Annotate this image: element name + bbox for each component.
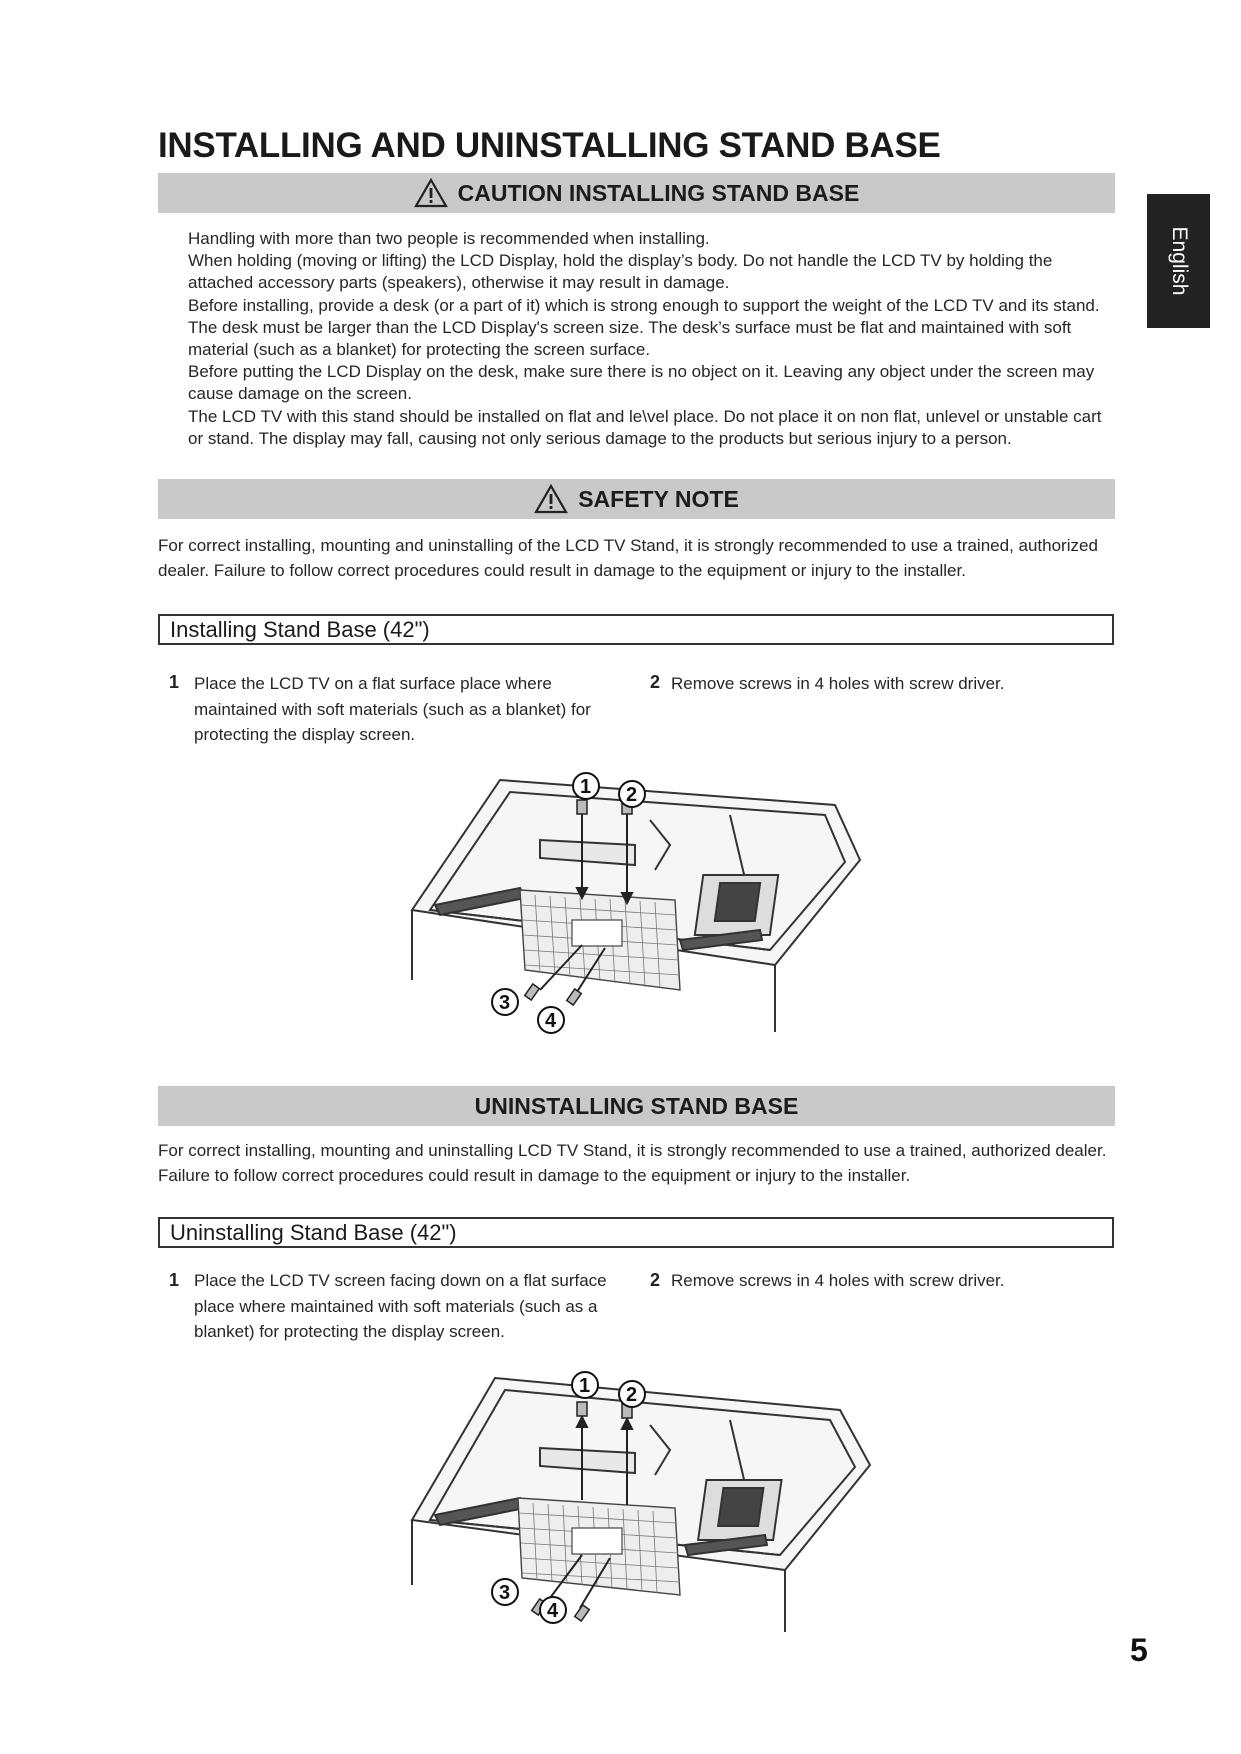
stand-slot <box>572 1528 622 1554</box>
caution-header-bar <box>158 173 1115 213</box>
callout-3: 3 <box>499 992 511 1014</box>
screw-icon <box>567 989 582 1005</box>
callout-4: 4 <box>545 1010 557 1032</box>
uninstalling-text: For correct installing, mounting and uninstalling LCD TV Stand, it is strongly recommended to use a trained, authorized dealer. Failure to follow correct procedures could result in damage to the equipment or injury to the installer. <box>158 1141 1107 1185</box>
step-text: Place the LCD TV screen facing down on a flat surface place where maintained with soft materials (such as a blanket) for protecting the display screen. <box>194 1271 607 1341</box>
step-number: 1 <box>169 672 180 692</box>
caution-line: Handling with more than two people is recommended when installing. <box>188 229 710 248</box>
screw-icon <box>575 1605 590 1621</box>
callout-3: 3 <box>499 1582 511 1604</box>
callout-2: 2 <box>626 1384 638 1406</box>
installing-box-title: Installing Stand Base (42") <box>170 617 430 642</box>
step-text: Remove screws in 4 holes with screw driver. <box>671 1271 1005 1290</box>
step-text: Place the LCD TV on a flat surface place where maintained with soft materials (such as a blanket) for protecting the display screen. <box>194 674 591 744</box>
safety-text: For correct installing, mounting and uninstalling of the LCD TV Stand, it is strongly recommended to use a trained, authorized dealer. Failure to follow correct procedures could result in damage to the equipment or injury to the installer. <box>158 536 1098 580</box>
caution-text-block <box>188 228 1108 450</box>
warning-icon <box>414 178 448 208</box>
callout-4: 4 <box>547 1600 559 1622</box>
caution-heading: CAUTION INSTALLING STAND BASE <box>457 179 860 206</box>
callout-2: 2 <box>626 784 638 806</box>
page-number: 5 <box>1130 1632 1148 1668</box>
callout-1: 1 <box>580 776 592 798</box>
caution-line: The LCD TV with this stand should be installed on flat and le\vel place. Do not place it on non flat, unlevel or unstable cart or stand. The display may fall, causing not only serious damage to the products but serious injury to a person. <box>188 406 1102 448</box>
page-title: INSTALLING AND UNINSTALLING STAND BASE <box>158 126 941 165</box>
uninstalling-box-title: Uninstalling Stand Base (42") <box>170 1220 457 1245</box>
install-stand-diagram <box>400 770 880 1040</box>
screw-icon <box>577 800 587 814</box>
uninstalling-heading: UNINSTALLING STAND BASE <box>474 1092 799 1119</box>
stand-slot <box>572 920 622 946</box>
uninstall-stand-diagram <box>400 1370 880 1640</box>
screw-icon <box>577 1402 587 1416</box>
safety-header-bar <box>158 479 1115 519</box>
safety-heading: SAFETY NOTE <box>578 485 739 512</box>
callout-1: 1 <box>579 1375 591 1397</box>
language-tab-label: English <box>1167 226 1191 296</box>
warning-icon <box>534 484 568 514</box>
screw-icon <box>525 984 540 1000</box>
uninstalling-header-bar <box>158 1086 1115 1126</box>
step-number: 1 <box>169 1270 180 1290</box>
language-tab <box>1147 194 1210 328</box>
caution-line: Before putting the LCD Display on the desk, make sure there is no object on it. Leaving any object under the screen may cause damage on the screen. <box>188 362 1095 404</box>
caution-line: Before installing, provide a desk (or a part of it) which is strong enough to support the weight of the LCD TV and its stand. The desk must be larger than the LCD Display's screen size. The desk’s surface must be flat and maintained with soft material (such as a blanket) for protecting the screen surface. <box>188 295 1100 360</box>
installing-subsection-box <box>158 614 1114 645</box>
step-number: 2 <box>650 672 661 692</box>
uninstalling-subsection-box <box>158 1217 1114 1248</box>
step-number: 2 <box>650 1270 661 1290</box>
step-text: Remove screws in 4 holes with screw driver. <box>671 674 1005 693</box>
caution-line: When holding (moving or lifting) the LCD Display, hold the display’s body. Do not handle the LCD TV by holding the attached accessory parts (speakers), otherwise it may result in damage. <box>188 251 1053 293</box>
